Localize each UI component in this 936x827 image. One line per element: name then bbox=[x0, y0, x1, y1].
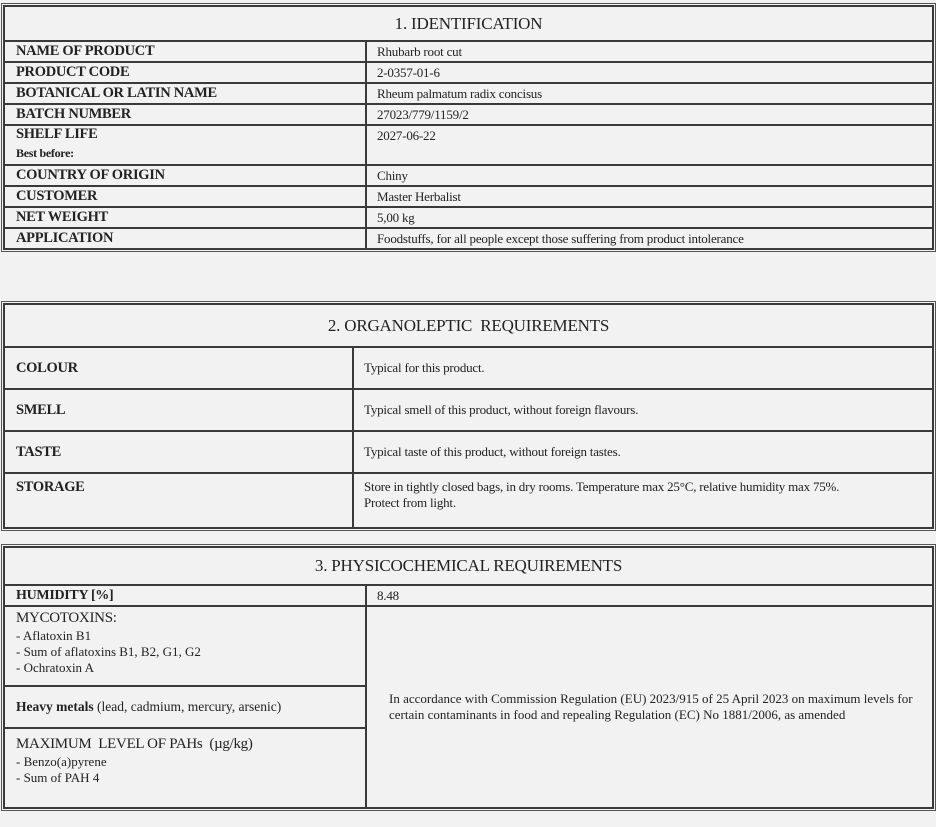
net-weight-value: 5,00 kg bbox=[366, 207, 933, 228]
colour-label: COLOUR bbox=[4, 347, 353, 389]
identification-table bbox=[3, 5, 934, 250]
mycotoxin-item: - Aflatoxin B1 bbox=[16, 628, 92, 643]
identification-title: 1. IDENTIFICATION bbox=[4, 6, 933, 41]
pah-item: - Benzo(a)pyrene bbox=[16, 754, 107, 769]
net-weight-label: NET WEIGHT bbox=[4, 207, 366, 228]
organoleptic-table bbox=[3, 303, 934, 529]
mycotoxin-item: - Sum of aflatoxins B1, B2, G1, G2 bbox=[16, 644, 201, 659]
table-row bbox=[4, 62, 933, 83]
product-code-value: 2-0357-01-6 bbox=[366, 62, 933, 83]
name-of-product-value: Rhubarb root cut bbox=[366, 41, 933, 62]
taste-label: TASTE bbox=[4, 431, 353, 473]
shelf-life-label: SHELF LIFE bbox=[16, 126, 98, 142]
table-row bbox=[4, 41, 933, 62]
country-of-origin-value: Chiny bbox=[366, 165, 933, 186]
physicochemical-title: 3. PHYSICOCHEMICAL REQUIREMENTS bbox=[4, 547, 933, 585]
pah-item: - Sum of PAH 4 bbox=[16, 770, 100, 785]
heavy-metals-label-detail: (lead, cadmium, mercury, arsenic) bbox=[93, 699, 282, 714]
humidity-value: 8.48 bbox=[366, 585, 933, 606]
shelf-life-label-cell bbox=[4, 125, 366, 165]
product-code-label: PRODUCT CODE bbox=[4, 62, 366, 83]
table-row bbox=[4, 431, 933, 473]
heavy-metals-label-bold: Heavy metals bbox=[16, 699, 94, 714]
customer-label: CUSTOMER bbox=[4, 186, 366, 207]
mycotoxin-item: - Ochratoxin A bbox=[16, 660, 94, 675]
pah-label: MAXIMUM LEVEL OF PAHs (µg/kg) bbox=[16, 736, 253, 752]
table-row bbox=[4, 606, 933, 686]
botanical-name-value: Rheum palmatum radix concisus bbox=[366, 83, 933, 104]
batch-number-label: BATCH NUMBER bbox=[4, 104, 366, 125]
table-row bbox=[4, 389, 933, 431]
pah-cell bbox=[4, 728, 366, 808]
batch-number-value: 27023/779/1159/2 bbox=[366, 104, 933, 125]
colour-value: Typical for this product. bbox=[353, 347, 933, 389]
table-row bbox=[4, 228, 933, 249]
physicochemical-table bbox=[3, 546, 934, 809]
humidity-label: HUMIDITY [%] bbox=[4, 585, 366, 606]
best-before-label: Best before: bbox=[16, 146, 74, 160]
regulation-text: In accordance with Commission Regulation (EU) 2023/915 of 25 April 2023 on maximum levels for certain contaminants in food and repealing Regulation (EC) No 1881/2006, as amended bbox=[366, 606, 933, 808]
customer-value: Master Herbalist bbox=[366, 186, 933, 207]
table-row bbox=[4, 473, 933, 528]
table-row bbox=[4, 125, 933, 165]
storage-value: Store in tightly closed bags, in dry rooms. Temperature max 25°C, relative humidity max 75%. Protect from light. bbox=[353, 473, 933, 528]
taste-value: Typical taste of this product, without foreign tastes. bbox=[353, 431, 933, 473]
mycotoxins-cell bbox=[4, 606, 366, 686]
smell-label: SMELL bbox=[4, 389, 353, 431]
shelf-life-value: 2027-06-22 bbox=[366, 125, 933, 165]
name-of-product-label: NAME OF PRODUCT bbox=[4, 41, 366, 62]
table-row bbox=[4, 165, 933, 186]
table-row bbox=[4, 186, 933, 207]
smell-value: Typical smell of this product, without foreign flavours. bbox=[353, 389, 933, 431]
heavy-metals-label bbox=[4, 686, 366, 728]
country-of-origin-label: COUNTRY OF ORIGIN bbox=[4, 165, 366, 186]
storage-label: STORAGE bbox=[4, 473, 353, 528]
table-row bbox=[4, 104, 933, 125]
table-row bbox=[4, 207, 933, 228]
mycotoxins-label: MYCOTOXINS: bbox=[16, 610, 117, 626]
application-label: APPLICATION bbox=[4, 228, 366, 249]
botanical-name-label: BOTANICAL OR LATIN NAME bbox=[4, 83, 366, 104]
table-row bbox=[4, 585, 933, 606]
application-value: Foodstuffs, for all people except those suffering from product intolerance bbox=[366, 228, 933, 249]
table-row bbox=[4, 83, 933, 104]
table-row bbox=[4, 347, 933, 389]
organoleptic-title: 2. ORGANOLEPTIC REQUIREMENTS bbox=[4, 304, 933, 347]
